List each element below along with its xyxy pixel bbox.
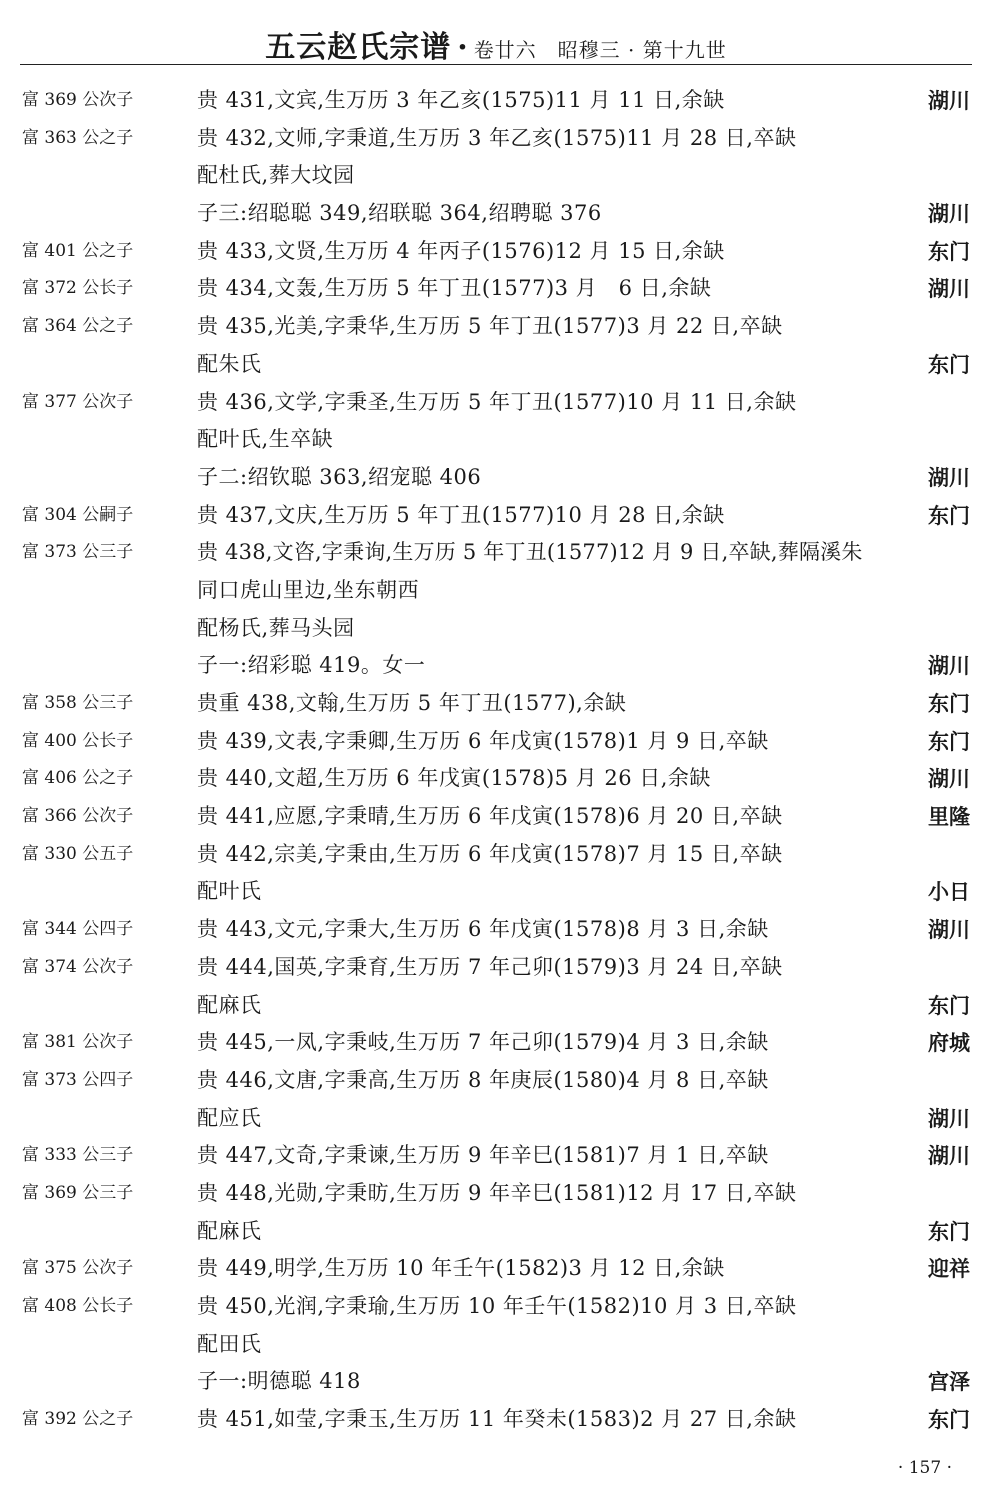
entry-text: 贵 449,明学,生万历 10 年壬午(1582)3 月 12 日,余缺 xyxy=(197,1256,725,1281)
entry-text: 配应氏 xyxy=(197,1105,262,1130)
entry-text: 子一:绍彩聪 419。女一 xyxy=(197,653,426,678)
entry-line xyxy=(0,798,992,836)
entry-text: 贵 431,文宾,生万历 3 年乙亥(1575)11 月 11 日,余缺 xyxy=(197,88,725,112)
entry-line xyxy=(0,610,992,648)
entry-line xyxy=(0,1024,992,1062)
entry-line xyxy=(0,1288,992,1326)
entry-line xyxy=(0,497,992,535)
entry-line xyxy=(0,1363,992,1401)
entry-line xyxy=(0,987,992,1025)
entry-text: 贵 432,文师,字秉道,生万历 3 年乙亥(1575)11 月 28 日,卒缺 xyxy=(197,125,797,150)
parent-reference: 富 373 公三子 xyxy=(22,542,134,563)
entry-text: 配杨氏,葬马头园 xyxy=(197,615,355,640)
entry-line xyxy=(0,308,992,346)
parent-reference: 富 330 公五子 xyxy=(22,843,134,864)
entry-text: 贵 443,文元,字秉大,生万历 6 年戊寅(1578)8 月 3 日,余缺 xyxy=(197,917,769,942)
entry-line xyxy=(0,1100,992,1138)
entry-line xyxy=(0,459,992,497)
parent-reference: 富 358 公三子 xyxy=(22,693,134,713)
residence-place: 湖川 xyxy=(928,464,970,490)
entry-text: 贵 438,文咨,字秉询,生万历 5 年丁丑(1577)12 月 9 日,卒缺,葬隔溪朱 xyxy=(197,540,863,565)
residence-place: 东门 xyxy=(928,992,970,1018)
parent-reference: 富 344 公四子 xyxy=(22,919,134,940)
parent-reference: 富 392 公之子 xyxy=(22,1409,134,1430)
residence-place: 东门 xyxy=(928,351,970,377)
entry-text: 贵 436,文学,字秉圣,生万历 5 年丁丑(1577)10 月 11 日,余缺 xyxy=(197,389,797,414)
residence-place: 湖川 xyxy=(928,766,970,792)
entry-text: 配麻氏 xyxy=(197,992,262,1017)
entry-text: 子一:明德聪 418 xyxy=(197,1369,361,1394)
entry-line xyxy=(0,233,992,271)
entry-line xyxy=(0,911,992,949)
entry-text: 贵 437,文庆,生万历 5 年丁丑(1577)10 月 28 日,余缺 xyxy=(197,502,725,527)
parent-reference: 富 369 公三子 xyxy=(22,1182,134,1203)
parent-reference: 富 406 公之子 xyxy=(22,768,134,789)
entry-text: 贵 448,光勋,字秉昉,生万历 9 年辛巳(1581)12 月 17 日,卒缺 xyxy=(197,1180,797,1205)
entry-line xyxy=(0,1137,992,1175)
parent-reference: 富 369 公次子 xyxy=(22,90,134,110)
entry-line xyxy=(0,723,992,761)
entry-text: 配麻氏 xyxy=(197,1218,262,1243)
entry-text: 贵重 438,文翰,生万历 5 年丁丑(1577),余缺 xyxy=(197,691,627,715)
parent-reference: 富 377 公次子 xyxy=(22,391,134,412)
residence-place: 东门 xyxy=(928,238,970,264)
residence-place: 迎祥 xyxy=(928,1256,970,1282)
residence-place: 湖川 xyxy=(928,201,970,227)
parent-reference: 富 408 公长子 xyxy=(22,1296,134,1316)
entry-text: 贵 434,文轰,生万历 5 年丁丑(1577)3 月 6 日,余缺 xyxy=(197,276,712,301)
entry-line xyxy=(0,270,992,308)
entry-line xyxy=(0,949,992,987)
entry-text: 配叶氏 xyxy=(197,879,262,904)
entry-line xyxy=(0,836,992,874)
entry-line xyxy=(0,685,992,723)
entry-line xyxy=(0,534,992,572)
residence-place: 湖川 xyxy=(928,917,970,943)
entry-text: 贵 444,国英,字秉育,生万历 7 年己卯(1579)3 月 24 日,卒缺 xyxy=(197,954,783,979)
entry-line xyxy=(0,421,992,459)
residence-place: 东门 xyxy=(928,728,970,754)
section-subtitle: 卷廿六 昭穆三 · 第十九世 xyxy=(473,38,727,62)
residence-place: 湖川 xyxy=(928,276,970,302)
entry-text: 贵 446,文唐,字秉高,生万历 8 年庚辰(1580)4 月 8 日,卒缺 xyxy=(197,1067,769,1092)
header-rule xyxy=(20,64,972,65)
entry-text: 同口虎山里边,坐东朝西 xyxy=(197,577,420,602)
entry-text: 贵 440,文超,生万历 6 年戊寅(1578)5 月 26 日,余缺 xyxy=(197,766,711,791)
entry-text: 贵 451,如莹,字秉玉,生万历 11 年癸未(1583)2 月 27 日,余缺 xyxy=(197,1407,797,1432)
entry-text: 贵 450,光润,字秉瑜,生万历 10 年壬午(1582)10 月 3 日,卒缺 xyxy=(197,1294,797,1318)
entry-line xyxy=(0,120,992,158)
parent-reference: 富 381 公次子 xyxy=(22,1032,134,1053)
entry-text: 贵 445,一凤,字秉岐,生万历 7 年己卯(1579)4 月 3 日,余缺 xyxy=(197,1030,769,1055)
entry-text: 配朱氏 xyxy=(197,351,262,376)
entry-line xyxy=(0,1175,992,1213)
entry-line xyxy=(0,1213,992,1251)
genealogy-entries xyxy=(0,82,992,1439)
residence-place: 东门 xyxy=(928,1218,970,1244)
parent-reference: 富 375 公次子 xyxy=(22,1258,134,1279)
parent-reference: 富 333 公三子 xyxy=(22,1145,134,1166)
residence-place: 里隆 xyxy=(928,804,970,830)
parent-reference: 富 400 公长子 xyxy=(22,730,134,751)
entry-line xyxy=(0,195,992,233)
entry-text: 配田氏 xyxy=(197,1331,262,1356)
residence-place: 湖川 xyxy=(928,1105,970,1131)
parent-reference: 富 366 公次子 xyxy=(22,806,134,827)
entry-text: 子三:绍聪聪 349,绍联聪 364,绍聘聪 376 xyxy=(197,201,602,226)
entry-line xyxy=(0,1401,992,1439)
entry-text: 贵 439,文表,字秉卿,生万历 6 年戊寅(1578)1 月 9 日,卒缺 xyxy=(197,728,769,753)
entry-line xyxy=(0,82,992,120)
book-title: 五云赵氏宗谱 xyxy=(265,30,452,65)
entry-line xyxy=(0,647,992,685)
entry-text: 贵 433,文贤,生万历 4 年丙子(1576)12 月 15 日,余缺 xyxy=(197,238,725,263)
entry-line xyxy=(0,760,992,798)
parent-reference: 富 363 公之子 xyxy=(22,127,134,148)
residence-place: 东门 xyxy=(928,691,970,716)
residence-place: 府城 xyxy=(928,1030,970,1056)
entry-line xyxy=(0,1250,992,1288)
residence-place: 小日 xyxy=(928,879,970,905)
entry-text: 配杜氏,葬大坟园 xyxy=(197,163,355,188)
entry-line xyxy=(0,157,992,195)
residence-place: 湖川 xyxy=(928,1143,970,1169)
page-number: · 157 · xyxy=(897,1458,952,1478)
entry-text: 配叶氏,生卒缺 xyxy=(197,427,334,452)
parent-reference: 富 374 公次子 xyxy=(22,956,134,977)
entry-line xyxy=(0,346,992,384)
entry-line xyxy=(0,1062,992,1100)
parent-reference: 富 364 公之子 xyxy=(22,316,134,337)
entry-line xyxy=(0,1326,992,1364)
residence-place: 湖川 xyxy=(928,653,970,679)
residence-place: 湖川 xyxy=(928,88,970,113)
header-separator: · xyxy=(457,30,468,65)
entry-text: 子二:绍钦聪 363,绍宠聪 406 xyxy=(197,464,482,489)
entry-text: 贵 447,文奇,字秉谏,生万历 9 年辛巳(1581)7 月 1 日,卒缺 xyxy=(197,1143,769,1168)
entry-line xyxy=(0,384,992,422)
parent-reference: 富 372 公长子 xyxy=(22,278,134,299)
parent-reference: 富 401 公之子 xyxy=(22,240,134,261)
page-header xyxy=(0,22,992,66)
entry-text: 贵 441,应愿,字秉晴,生万历 6 年戊寅(1578)6 月 20 日,卒缺 xyxy=(197,804,783,829)
parent-reference: 富 304 公嗣子 xyxy=(22,504,134,525)
parent-reference: 富 373 公四子 xyxy=(22,1069,134,1090)
residence-place: 东门 xyxy=(928,1407,970,1433)
residence-place: 东门 xyxy=(928,502,970,528)
residence-place: 宫泽 xyxy=(928,1369,970,1395)
entry-line xyxy=(0,572,992,610)
entry-line xyxy=(0,873,992,911)
entry-text: 贵 435,光美,字秉华,生万历 5 年丁丑(1577)3 月 22 日,卒缺 xyxy=(197,314,783,339)
entry-text: 贵 442,宗美,字秉由,生万历 6 年戊寅(1578)7 月 15 日,卒缺 xyxy=(197,841,783,866)
